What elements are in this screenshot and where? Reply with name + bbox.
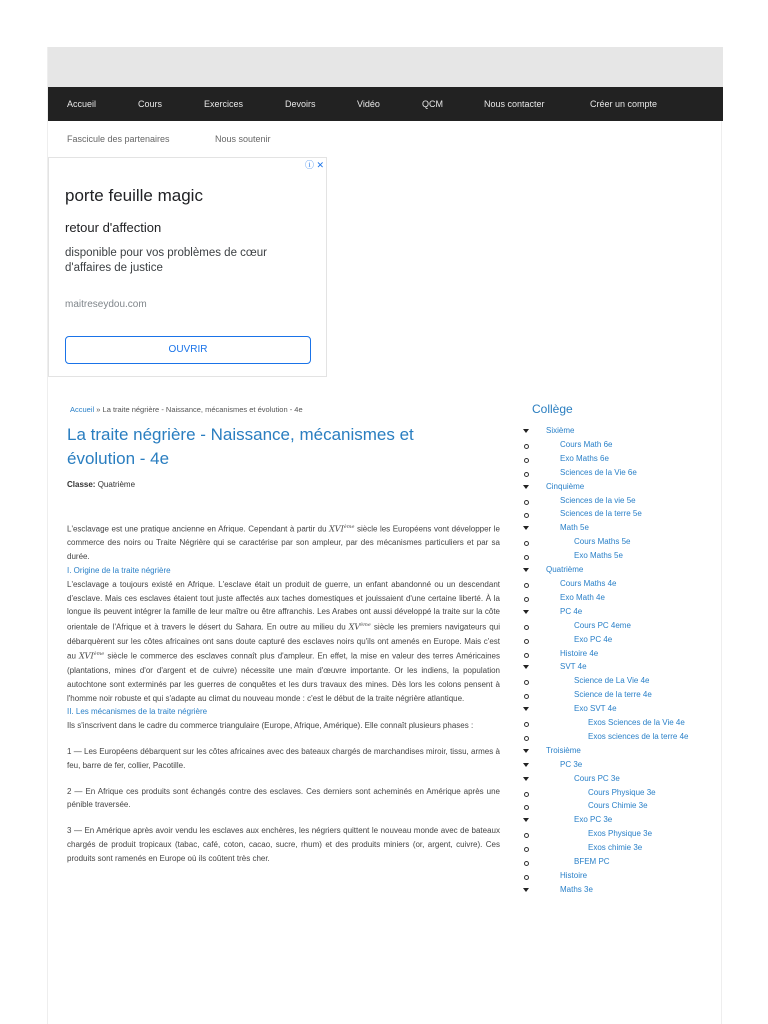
sidebar-tree-label[interactable]: Cours Maths 5e [574, 537, 631, 547]
article-body [67, 521, 500, 866]
sidebar-tree-item[interactable] [532, 660, 712, 674]
sidebar-tree-label[interactable]: Quatrième [546, 565, 584, 575]
century-xvi-math: XVI [329, 524, 344, 534]
sidebar-tree-label[interactable]: Histoire 4e [560, 648, 599, 658]
sidebar-tree-item[interactable] [532, 619, 712, 633]
nav-devoirs[interactable]: Devoirs [285, 99, 316, 109]
ad-title[interactable]: porte feuille magic [65, 186, 203, 205]
phase-2-paragraph: 2 — En Afrique ces produits sont échangés contre des esclaves. Ces derniers sont acheminés en Amérique après une pénible traversée. [67, 786, 500, 810]
sidebar-tree-item[interactable] [532, 466, 712, 480]
sidebar-tree-label[interactable]: Cours PC 3e [574, 773, 620, 783]
sidebar-tree-item[interactable] [532, 716, 712, 730]
sidebar-tree-label[interactable]: Cours PC 4eme [574, 620, 631, 630]
sidebar-tree-label[interactable]: Exo Maths 5e [574, 551, 623, 561]
sidebar-tree-item[interactable] [532, 799, 712, 813]
main-nav [48, 87, 723, 121]
sidebar-tree-label[interactable]: Sixième [546, 426, 575, 435]
sidebar-tree-label[interactable]: Maths 3e [560, 884, 593, 894]
sidebar-tree-label[interactable]: Cours Maths 4e [560, 578, 617, 588]
intro-text-a: L'esclavage est une pratique ancienne en Afrique. Cependant à partir du [67, 524, 330, 534]
origin-paragraph [67, 578, 500, 705]
sidebar-tree-item[interactable] [532, 813, 712, 827]
sidebar-tree-item[interactable] [532, 480, 712, 494]
sidebar-tree-item[interactable] [532, 577, 712, 591]
category-tree [532, 424, 712, 897]
mechanisms-paragraph: Ils s'inscrivent dans le cadre du commerce triangulaire (Europe, Afrique, Amérique). Elle connaît plusieurs phases : [67, 721, 474, 731]
century-suffix: ème [360, 622, 371, 629]
sidebar-tree-label[interactable]: SVT 4e [560, 662, 587, 672]
page-title: La traite négrière - Naissance, mécanismes et évolution - 4e [67, 425, 414, 468]
sidebar-tree-label[interactable]: Exos Sciences de la Vie 4e [588, 718, 685, 728]
sidebar-tree-item[interactable] [532, 758, 712, 772]
sidebar [532, 402, 712, 897]
sidebar-tree-label[interactable]: Cours Physique 3e [588, 787, 656, 797]
sidebar-tree-item[interactable] [532, 744, 712, 758]
sidebar-tree-label[interactable]: Sciences de la terre 5e [560, 509, 642, 519]
header-band [48, 47, 723, 87]
origin-text-b: siècle les premiers navigateurs qui débarquèrent sur les côtes africaines ont sans doute capturé des esclaves noirs qu'ils ont amenés en Europe. Mais c'est au [67, 622, 500, 662]
intro-paragraph [67, 521, 500, 564]
sidebar-tree-label[interactable]: Science de la terre 4e [574, 690, 652, 700]
sidebar-tree-item[interactable] [532, 605, 712, 619]
spacer [67, 733, 500, 745]
sidebar-tree-label[interactable]: Sciences de la vie 5e [560, 495, 636, 505]
century-xvi-math: XVI [78, 652, 94, 662]
sidebar-tree-label[interactable]: Exo Math 4e [560, 592, 605, 602]
nav-qcm[interactable]: QCM [422, 99, 443, 109]
sidebar-tree-item[interactable] [532, 452, 712, 466]
breadcrumb [70, 405, 303, 414]
sidebar-tree-label[interactable]: Exo Maths 6e [560, 453, 609, 463]
nav-nous-contacter[interactable]: Nous contacter [484, 99, 545, 109]
class-level [67, 480, 135, 489]
nav-exercices[interactable]: Exercices [204, 99, 244, 109]
ad-open-button[interactable]: OUVRIR [65, 336, 311, 364]
sidebar-tree-label[interactable]: Math 5e [560, 523, 589, 533]
sidebar-tree-label[interactable]: Cours Math 6e [560, 439, 613, 449]
sidebar-tree-label[interactable]: Exos chimie 3e [588, 843, 643, 853]
sidebar-tree-label[interactable]: Science de La Vie 4e [574, 676, 650, 686]
advertisement[interactable] [48, 157, 327, 377]
sidebar-tree-item[interactable] [532, 841, 712, 855]
sidebar-tree-item[interactable] [532, 855, 712, 869]
ad-subtitle: retour d'affection [65, 220, 162, 235]
sidebar-tree-item[interactable] [532, 786, 712, 800]
nav-video[interactable]: Vidéo [357, 99, 380, 109]
nav-nous-soutenir[interactable]: Nous soutenir [215, 134, 271, 144]
sidebar-tree-item[interactable] [532, 633, 712, 647]
origin-text-a: L'esclavage a toujours existé en Afrique. L'esclave était un produit de guerre, un enfant abandonné ou un descendant d'esclave. Mais ces esclaves étaient tout juste affectés aux taches domestiques et jouissaient d'une certaine liberté. À la longue ils peuvent intégrer la famille de leur maître ou être affranchis. Les Arabes ont aussi développé la traite sur la côte orientale de l'Afrique et à travers le désert du Sahara. En outre au milieu du [67, 579, 500, 632]
breadcrumb-separator: » [94, 405, 103, 414]
sidebar-tree-label[interactable]: Cinquième [546, 481, 585, 491]
sidebar-tree-item[interactable] [532, 494, 712, 508]
sidebar-tree-item[interactable] [532, 549, 712, 563]
sidebar-tree-label[interactable]: Sciences de la Vie 6e [560, 467, 637, 477]
intro-text-b: siècle les Européens vont développer le commerce des noirs ou Traite Négrière qui se caractérise par son ampleur, par des mécanismes particuliers et par sa durée. [67, 524, 500, 562]
sidebar-tree-label[interactable]: Exo PC 3e [574, 815, 613, 825]
sidebar-tree-label[interactable]: Cours Chimie 3e [588, 801, 648, 811]
nav-cours[interactable]: Cours [138, 99, 163, 109]
nav-creer-compte[interactable]: Créer un compte [590, 99, 658, 109]
spacer [67, 812, 500, 824]
nav-accueil[interactable]: Accueil [67, 99, 97, 109]
century-suffix: ème [93, 651, 105, 658]
sidebar-tree-item[interactable] [532, 591, 712, 605]
sidebar-tree-item[interactable] [532, 772, 712, 786]
sidebar-tree-item[interactable] [532, 647, 712, 661]
sidebar-tree-label[interactable]: Exos Physique 3e [588, 829, 653, 839]
century-xv-math: XV [348, 622, 361, 632]
spacer [67, 773, 500, 785]
sidebar-tree-item[interactable] [532, 730, 712, 744]
phase-1-paragraph: 1 — Les Européens débarquent sur les côtes africaines avec des bateaux chargés de marchandises miroir, tissu, armes à feu, barre de fer, collier, Pacotille. [67, 746, 500, 770]
sidebar-tree-label[interactable]: PC 3e [560, 759, 583, 769]
sidebar-tree-item[interactable] [532, 869, 712, 883]
sidebar-tree-item[interactable] [532, 674, 712, 688]
nav-fascicule-partenaires[interactable]: Fascicule des partenaires [67, 134, 170, 144]
century-suffix: ème [343, 524, 355, 530]
sidebar-tree-label[interactable]: Exos sciences de la terre 4e [588, 731, 689, 741]
sidebar-tree-item[interactable] [532, 883, 712, 897]
phase-3-paragraph: 3 — En Amérique après avoir vendu les esclaves aux enchères, les négriers quittent le nouveau monde avec de bateaux chargés de produit tropicaux (tabac, café, coton, cacao, sucre, rhum) et des produits miniers (or, argent, cuivre). Ces produits sont ramenés en Europe où ils coûtent très cher. [67, 826, 500, 863]
class-value: Quatrième [95, 480, 136, 489]
sidebar-tree-item[interactable] [532, 563, 712, 577]
class-label: Classe: [67, 480, 96, 489]
breadcrumb-current: La traite négrière - Naissance, mécanismes et évolution - 4e [102, 405, 303, 414]
sidebar-tree-item[interactable] [532, 702, 712, 716]
sidebar-tree-item[interactable] [532, 424, 712, 438]
section-2-heading[interactable]: II. Les mécanismes de la traite négrière [67, 707, 208, 717]
ad-description: disponible pour vos problèmes de cœur d'affaires de justice [65, 247, 267, 274]
sidebar-tree-item[interactable] [532, 535, 712, 549]
section-1-heading[interactable]: I. Origine de la traite négrière [67, 566, 171, 576]
page-container [47, 47, 722, 1024]
sidebar-title: Collège [532, 402, 573, 416]
sidebar-tree-item[interactable] [532, 521, 712, 535]
origin-text-c: siècle le commerce des esclaves connaît plus d'ampleur. En effet, la mise en valeur des terres Américaines (plantations, mines d'or d'argent et de cuivre) nécessite une main d'œuvre importante. Or les indiens, la population autochtone sont exterminés par les guerres de conquêtes et les durs travaux des mines. Dès lors les colons pensent à l'homme noir robuste et qui s'adapte au climat du nouveau monde : c'est le début de la traite négrière atlantique. [67, 652, 501, 703]
ad-choices-icon[interactable]: ⓘ ✕ [304, 160, 324, 170]
sidebar-tree-item[interactable] [532, 688, 712, 702]
sidebar-tree-label[interactable]: BFEM PC [574, 857, 610, 867]
sidebar-tree-label[interactable]: Troisième [546, 745, 581, 755]
ad-domain: maitreseydou.com [65, 299, 147, 310]
sidebar-tree-item[interactable] [532, 827, 712, 841]
breadcrumb-home[interactable]: Accueil [70, 405, 95, 414]
sidebar-tree-label[interactable]: PC 4e [560, 606, 583, 616]
sidebar-tree-label[interactable]: Exo PC 4e [574, 634, 613, 644]
sidebar-tree-item[interactable] [532, 507, 712, 521]
sidebar-tree-label[interactable]: Exo SVT 4e [574, 704, 617, 714]
sidebar-tree-label[interactable]: Histoire [560, 871, 588, 880]
sidebar-tree-item[interactable] [532, 438, 712, 452]
